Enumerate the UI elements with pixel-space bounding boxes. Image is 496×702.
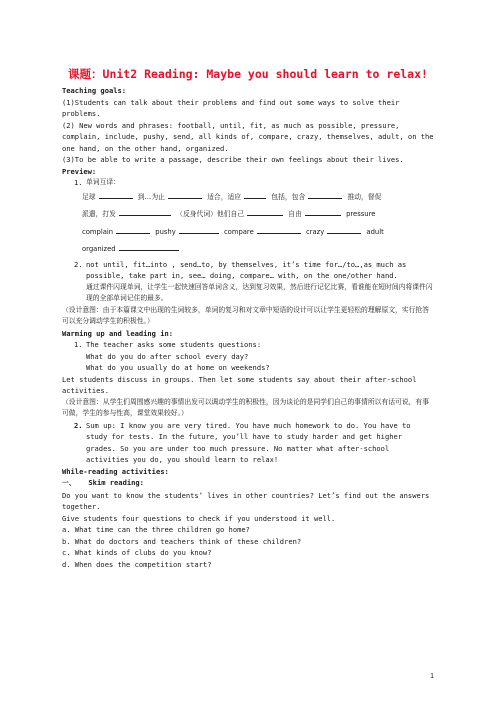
skim-title: Skim reading: <box>88 478 144 487</box>
warmup-question-1: What do you do after school every day? <box>86 351 249 361</box>
warmup-item-1-text: The teacher asks some students questions: <box>86 340 262 349</box>
design-note-1: （设计意图：由于本篇课文中出现的生词较多，单词的复习和对文章中短语的设计可以让学生更轻松的理解原文，实行抢答可以充分调动学生的积极性。） <box>62 305 430 325</box>
vocab-word: complain <box>82 227 114 236</box>
while-reading-heading: While-reading activities: <box>62 466 169 476</box>
warmup-item-2-number: 2. <box>74 420 83 430</box>
blank <box>308 190 342 199</box>
blank <box>179 225 219 234</box>
preview-item-2-phrases: not until, fit…into , send…to, by themselves, it’s time for…/to…,as much as possible, take part in, see… doing, compare… with, on the one/other hand. <box>86 259 407 280</box>
vocab-word: 到…为止 <box>137 192 165 201</box>
goal-3: (3)To be able to write a passage, describe their own feelings about their lives. <box>62 155 404 164</box>
vocab-word: 包括，包含 <box>271 192 306 201</box>
vocab-word: 派遣，打发 <box>82 210 116 218</box>
vocab-word: 适合，适应 <box>207 192 242 201</box>
goal-1: (1)Students can talk about their problems and find out some ways to solve their problems. <box>62 97 400 118</box>
skim-number: 一、 <box>62 479 76 487</box>
vocab-word: pushy <box>155 227 176 236</box>
preview-item-2-number: 2. <box>74 259 83 269</box>
skim-intro: Do you want to know the students’ lives in other countries? Let’s find out the answers together. <box>62 490 430 511</box>
warmup-discussion: Let students discuss in groups. Then let some students say about their after-school activities. <box>62 374 417 395</box>
preview-heading: Preview: <box>62 166 97 176</box>
question-b: b. What do doctors and teachers think of these children? <box>62 536 302 546</box>
skim-instructions: Give students four questions to check if you understood it well. <box>62 513 336 523</box>
page-number: 1 <box>430 673 434 680</box>
question-a: a. What time can the three children go home? <box>62 525 250 534</box>
vocab-word: adult <box>366 227 384 236</box>
blank <box>257 225 301 234</box>
vocab-word: 推动，督促 <box>347 192 382 201</box>
document-body <box>62 85 434 570</box>
vocab-word: compare <box>223 227 254 236</box>
vocab-word: 足球 <box>82 192 96 201</box>
warmup-item-2-text: Sum up: I know you are very tired. You have much homework to do. You have to study for tests. In the future, you’ll have to study harder and get higher grades. So you are under too much pressure. No matter what after-school activities you do, you should learn to relax! <box>86 420 411 464</box>
vocab-fill-blanks <box>62 189 434 259</box>
vocab-word: crazy <box>305 227 325 236</box>
warmup-item-1 <box>62 339 434 351</box>
blank <box>116 225 150 234</box>
blank <box>305 207 341 216</box>
vocab-word: （反身代词）他们自己 <box>176 210 245 218</box>
goal-2: (2) New words and phrases: football, until, fit, as much as possible, pressure, complain, include, pushy, send, all kinds of, compare, crazy, themselves, adult, on the one hand, on the other hand, organized. <box>62 120 434 153</box>
blank <box>168 190 202 199</box>
vocab-word: organized <box>82 245 116 253</box>
preview-item-1-label: 单词互译： <box>86 178 120 186</box>
lesson-title: 课题：Unit2 Reading: Maybe you should learn to relax! <box>68 67 428 81</box>
preview-item-1 <box>62 177 434 189</box>
preview-item-2-instructions: 通过课件闪现单词，让学生一起快速回答单词含义，达到复习效果，然后进行记忆比赛，看谁能在短时间内将课件闪现的全部单词记住的最多。 <box>86 282 433 302</box>
blank <box>244 190 266 199</box>
warmup-heading: Warming up and leading in: <box>62 328 174 338</box>
blank <box>247 207 283 216</box>
blank <box>119 207 171 216</box>
skim-reading-heading <box>62 477 434 490</box>
blank <box>119 242 179 251</box>
blank <box>99 190 133 199</box>
question-d: d. When does the competition start? <box>62 559 212 569</box>
goals-heading: Teaching goals: <box>62 86 127 95</box>
vocab-word: 自由 <box>288 210 302 218</box>
vocab-word: pressure <box>346 210 376 218</box>
blank <box>327 225 361 234</box>
question-c: c. What kinds of clubs do you know? <box>62 548 212 557</box>
preview-item-1-number: 1. <box>74 178 83 187</box>
design-note-2: （设计意图：从学生们周围感兴趣的事情出发可以调动学生的积极性，因为谈论的是同学们自己的事情所以有话可说，有事可做，学生的参与性高，课堂效果较好。） <box>62 397 430 417</box>
warmup-item-2 <box>62 420 434 466</box>
warmup-question-2: What do you usually do at home on weekends? <box>86 363 270 372</box>
preview-item-2 <box>62 259 434 282</box>
warmup-item-1-number: 1. <box>74 340 83 349</box>
